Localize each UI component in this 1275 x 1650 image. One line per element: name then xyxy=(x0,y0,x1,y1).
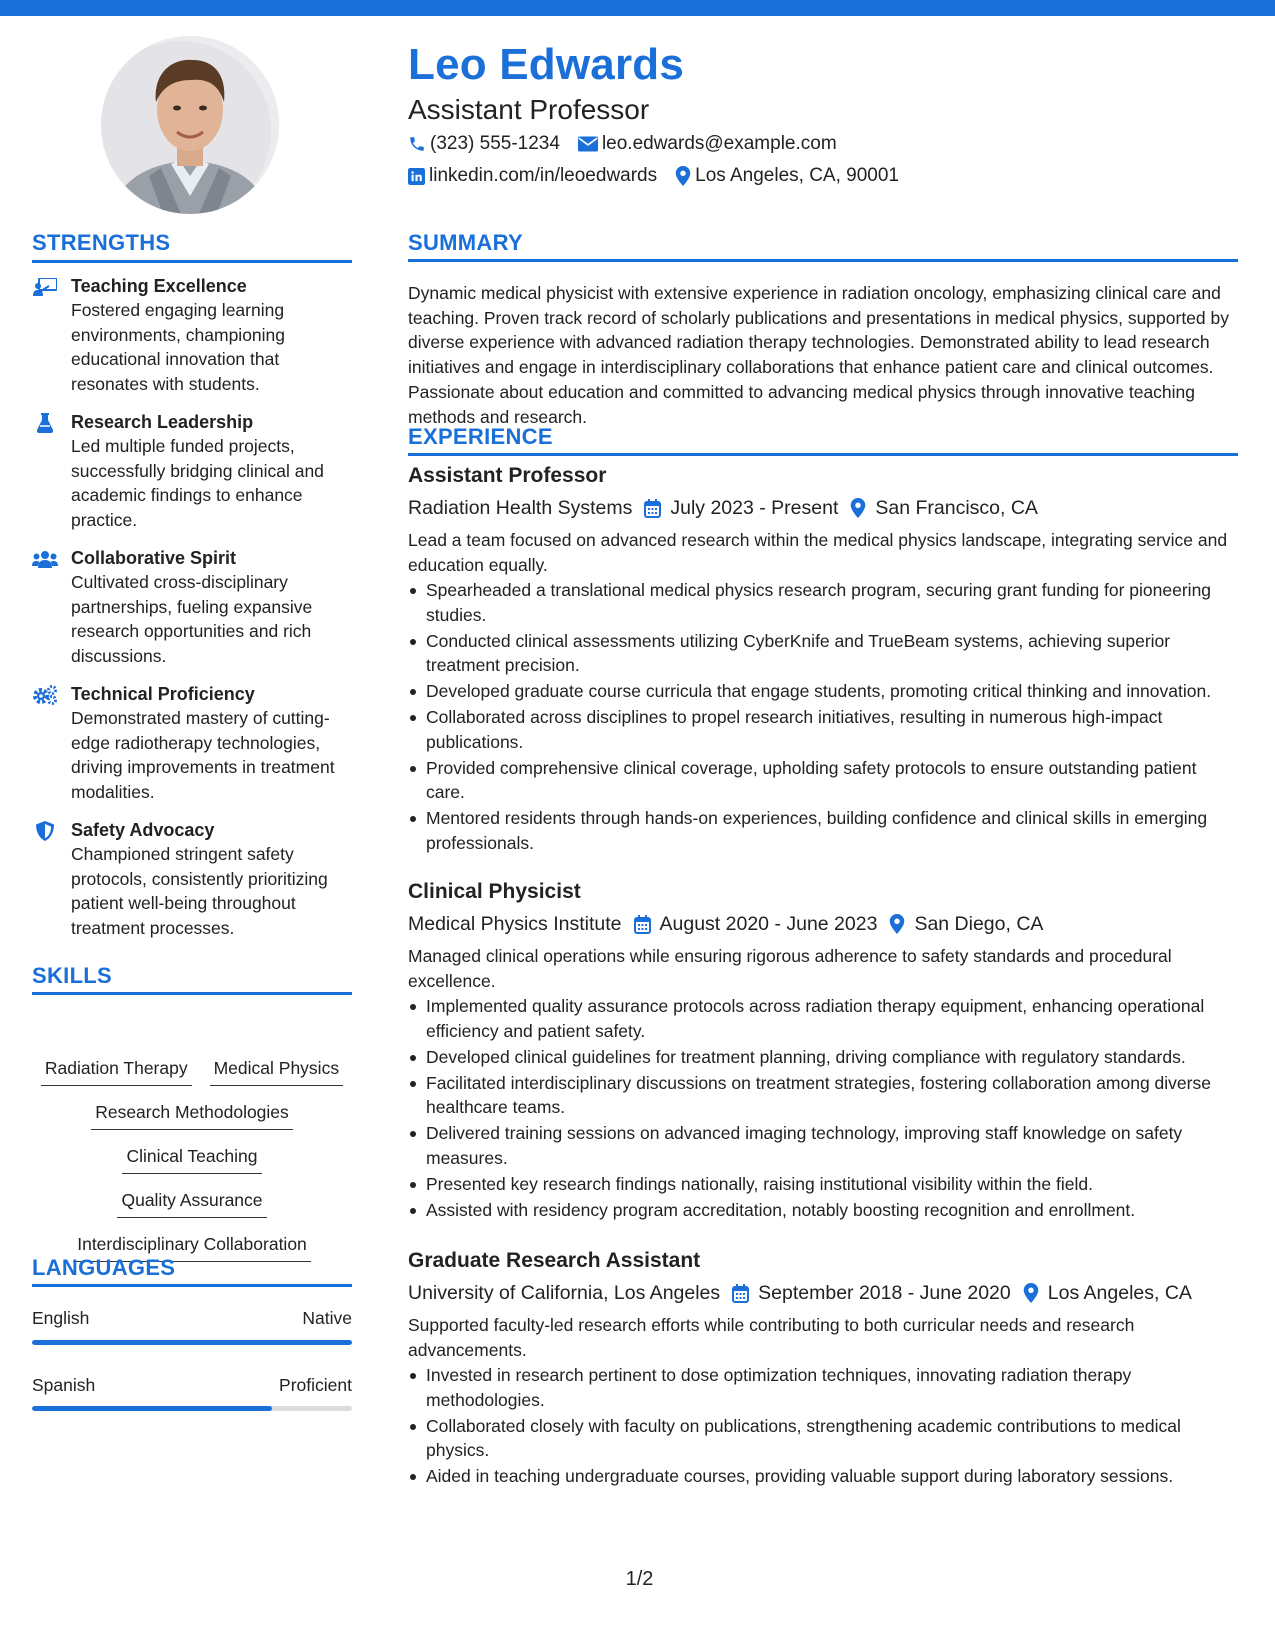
strength-desc: Led multiple funded projects, successfully bridging clinical and academic findings to enhance practice. xyxy=(71,436,324,530)
language-bar-english xyxy=(32,1340,352,1345)
job-location: Los Angeles, CA xyxy=(1047,1282,1192,1304)
linkedin-text: linkedin.com/in/leoedwards xyxy=(429,165,658,186)
strength-title: Research Leadership xyxy=(71,412,254,432)
job-bullets xyxy=(408,578,1238,855)
job-title: Graduate Research Assistant xyxy=(408,1249,701,1272)
phone-text: (323) 555-1234 xyxy=(430,133,560,154)
languages-rule xyxy=(32,1284,352,1287)
job-bullet: Delivered training sessions on advanced imaging technology, improving staff knowledge on safety measures. xyxy=(408,1121,1238,1170)
job-bullet: Implemented quality assurance protocols across radiation therapy equipment, enhancing operational efficiency and patient safety. xyxy=(408,994,1238,1043)
strength-title: Technical Proficiency xyxy=(71,684,255,704)
calendar-icon xyxy=(732,1284,749,1303)
strength-desc: Fostered engaging learning environments, championing educational innovation that resonates with students. xyxy=(71,300,286,394)
job-location-wrap xyxy=(850,494,1038,522)
skill-tag: Quality Assurance xyxy=(117,1188,266,1218)
strength-item xyxy=(32,818,352,940)
skills-heading: SKILLS xyxy=(32,963,113,988)
language-level: Native xyxy=(302,1308,352,1328)
strength-item xyxy=(32,682,352,804)
job-bullet: Invested in research pertinent to dose optimization techniques, innovating radiation therapy methodologies. xyxy=(408,1363,1238,1412)
job-dates-wrap xyxy=(732,1279,1011,1307)
gears-icon xyxy=(32,685,58,705)
experience-heading: EXPERIENCE xyxy=(408,424,553,449)
email-contact[interactable] xyxy=(578,133,837,155)
strength-item xyxy=(32,410,352,532)
skills-rule xyxy=(32,992,352,995)
users-icon xyxy=(32,549,58,569)
job-dates: July 2023 - Present xyxy=(670,497,839,519)
job-title: Clinical Physicist xyxy=(408,880,581,903)
job-title: Assistant Professor xyxy=(408,464,607,487)
job-company: University of California, Los Angeles xyxy=(408,1282,721,1304)
skill-tag: Interdisciplinary Collaboration xyxy=(73,1232,311,1262)
job-bullets xyxy=(408,1363,1238,1489)
linkedin-contact[interactable] xyxy=(408,165,657,187)
location-text: Los Angeles, CA, 90001 xyxy=(695,165,899,186)
job-bullet: Developed clinical guidelines for treatment planning, driving compliance with regulatory standards. xyxy=(408,1045,1238,1070)
map-pin-icon xyxy=(889,914,905,934)
candidate-role: Assistant Professor xyxy=(408,94,650,125)
job-meta xyxy=(408,910,1238,938)
job-meta xyxy=(408,494,1238,522)
job-location: San Diego, CA xyxy=(914,913,1044,935)
skill-tag: Research Methodologies xyxy=(91,1100,293,1130)
job-location: San Francisco, CA xyxy=(875,497,1038,519)
job-bullet: Provided comprehensive clinical coverage, upholding safety protocols to ensure outstanding patient care. xyxy=(408,756,1238,805)
teacher-board-icon xyxy=(32,277,58,297)
strengths-list xyxy=(32,274,352,954)
strengths-heading: STRENGTHS xyxy=(32,230,171,255)
map-pin-icon xyxy=(1023,1283,1039,1303)
phone-contact[interactable] xyxy=(408,133,560,155)
strength-title: Collaborative Spirit xyxy=(71,548,237,568)
strengths-rule xyxy=(32,260,352,263)
location-contact xyxy=(675,165,899,187)
languages-heading: LANGUAGES xyxy=(32,1255,176,1280)
job-dates: August 2020 - June 2023 xyxy=(659,913,878,935)
job-dates-wrap xyxy=(634,910,878,938)
job-dates-wrap xyxy=(644,494,838,522)
job-bullets xyxy=(408,994,1238,1222)
summary-rule xyxy=(408,259,1238,262)
language-bar-spanish xyxy=(32,1406,352,1411)
page-number: 1/2 xyxy=(625,1568,654,1590)
language-row-spanish xyxy=(32,1375,352,1396)
linkedin-icon xyxy=(408,168,425,185)
phone-icon xyxy=(408,135,426,153)
job-location-wrap xyxy=(889,910,1043,938)
job-bullet: Assisted with residency program accreditation, notably boosting recognition and enrollment. xyxy=(408,1198,1238,1223)
job-description: Supported faculty-led research efforts while contributing to both curricular needs and research advancements. xyxy=(408,1315,1135,1360)
job-entry xyxy=(408,878,1238,1224)
candidate-name: Leo Edwards xyxy=(408,40,685,89)
job-entry xyxy=(408,1247,1238,1490)
language-level: Proficient xyxy=(279,1375,352,1395)
strength-title: Safety Advocacy xyxy=(71,820,215,840)
calendar-icon xyxy=(634,915,651,934)
map-pin-icon xyxy=(675,166,691,186)
skill-tag: Radiation Therapy xyxy=(41,1056,192,1086)
job-bullet: Developed graduate course curricula that engage students, promoting critical thinking and innovation. xyxy=(408,679,1238,704)
job-bullet: Mentored residents through hands-on experiences, building confidence and clinical skills in emerging professionals. xyxy=(408,806,1238,855)
job-meta xyxy=(408,1279,1238,1307)
job-bullet: Spearheaded a translational medical physics research program, securing grant funding for pioneering studies. xyxy=(408,578,1238,627)
language-fill xyxy=(32,1406,272,1411)
job-bullet: Presented key research findings nationally, raising institutional visibility within the field. xyxy=(408,1172,1238,1197)
top-accent-bar xyxy=(0,0,1275,16)
job-dates: September 2018 - June 2020 xyxy=(758,1282,1011,1304)
summary-heading: SUMMARY xyxy=(408,230,523,255)
strength-item xyxy=(32,274,352,396)
language-row-english xyxy=(32,1308,352,1329)
job-description: Managed clinical operations while ensuring rigorous adherence to safety standards and procedural excellence. xyxy=(408,946,1172,991)
job-description: Lead a team focused on advanced research within the medical physics landscape, integrating service and education equally. xyxy=(408,530,1228,575)
profile-photo xyxy=(101,36,279,214)
envelope-icon xyxy=(578,136,598,152)
flask-icon xyxy=(32,413,58,433)
job-bullet: Collaborated closely with faculty on publications, strengthening academic contributions to medical physics. xyxy=(408,1414,1238,1463)
job-location-wrap xyxy=(1023,1279,1192,1307)
shield-icon xyxy=(32,821,58,841)
job-bullet: Facilitated interdisciplinary discussions on treatment strategies, fostering collaboration among diverse healthcare teams. xyxy=(408,1071,1238,1120)
job-entry xyxy=(408,462,1238,857)
map-pin-icon xyxy=(850,498,866,518)
strength-item xyxy=(32,546,352,668)
email-text: leo.edwards@example.com xyxy=(601,133,837,154)
strength-desc: Cultivated cross-disciplinary partnerships, fueling expansive research opportunities and rich discussions. xyxy=(71,572,313,666)
language-name: English xyxy=(32,1308,90,1328)
summary-text: Dynamic medical physicist with extensive experience in radiation oncology, emphasizing clinical care and teaching. Proven track record of scholarly publications and presentations in medical physics, supported by diverse experience with advanced radiation therapy technologies. Demonstrated ability to lead research initiatives and engage in interdisciplinary collaborations that enhance patient care and clinical outcomes. Passionate about education and committed to advancing medical physics through innovative teaching methods and research. xyxy=(408,283,1229,427)
experience-rule xyxy=(408,453,1238,456)
skill-tag: Medical Physics xyxy=(210,1056,343,1086)
job-bullet: Aided in teaching undergraduate courses, providing valuable support during laboratory sessions. xyxy=(408,1464,1238,1489)
job-bullet: Conducted clinical assessments utilizing CyberKnife and TrueBeam systems, achieving superior treatment precision. xyxy=(408,629,1238,678)
language-name: Spanish xyxy=(32,1375,96,1395)
job-bullet: Collaborated across disciplines to propel research initiatives, resulting in numerous high-impact publications. xyxy=(408,705,1238,754)
strength-desc: Championed stringent safety protocols, consistently prioritizing patient well-being throughout treatment processes. xyxy=(71,844,328,938)
job-company: Medical Physics Institute xyxy=(408,913,622,935)
language-fill xyxy=(32,1340,352,1345)
contact-row-2 xyxy=(408,165,917,187)
strength-title: Teaching Excellence xyxy=(71,276,247,296)
skills-list xyxy=(32,1056,352,1276)
contact-row-1 xyxy=(408,133,855,155)
calendar-icon xyxy=(644,499,661,518)
job-company: Radiation Health Systems xyxy=(408,497,633,519)
skill-tag: Clinical Teaching xyxy=(122,1144,261,1174)
strength-desc: Demonstrated mastery of cutting-edge radiotherapy technologies, driving improvements in treatment modalities. xyxy=(71,708,335,802)
